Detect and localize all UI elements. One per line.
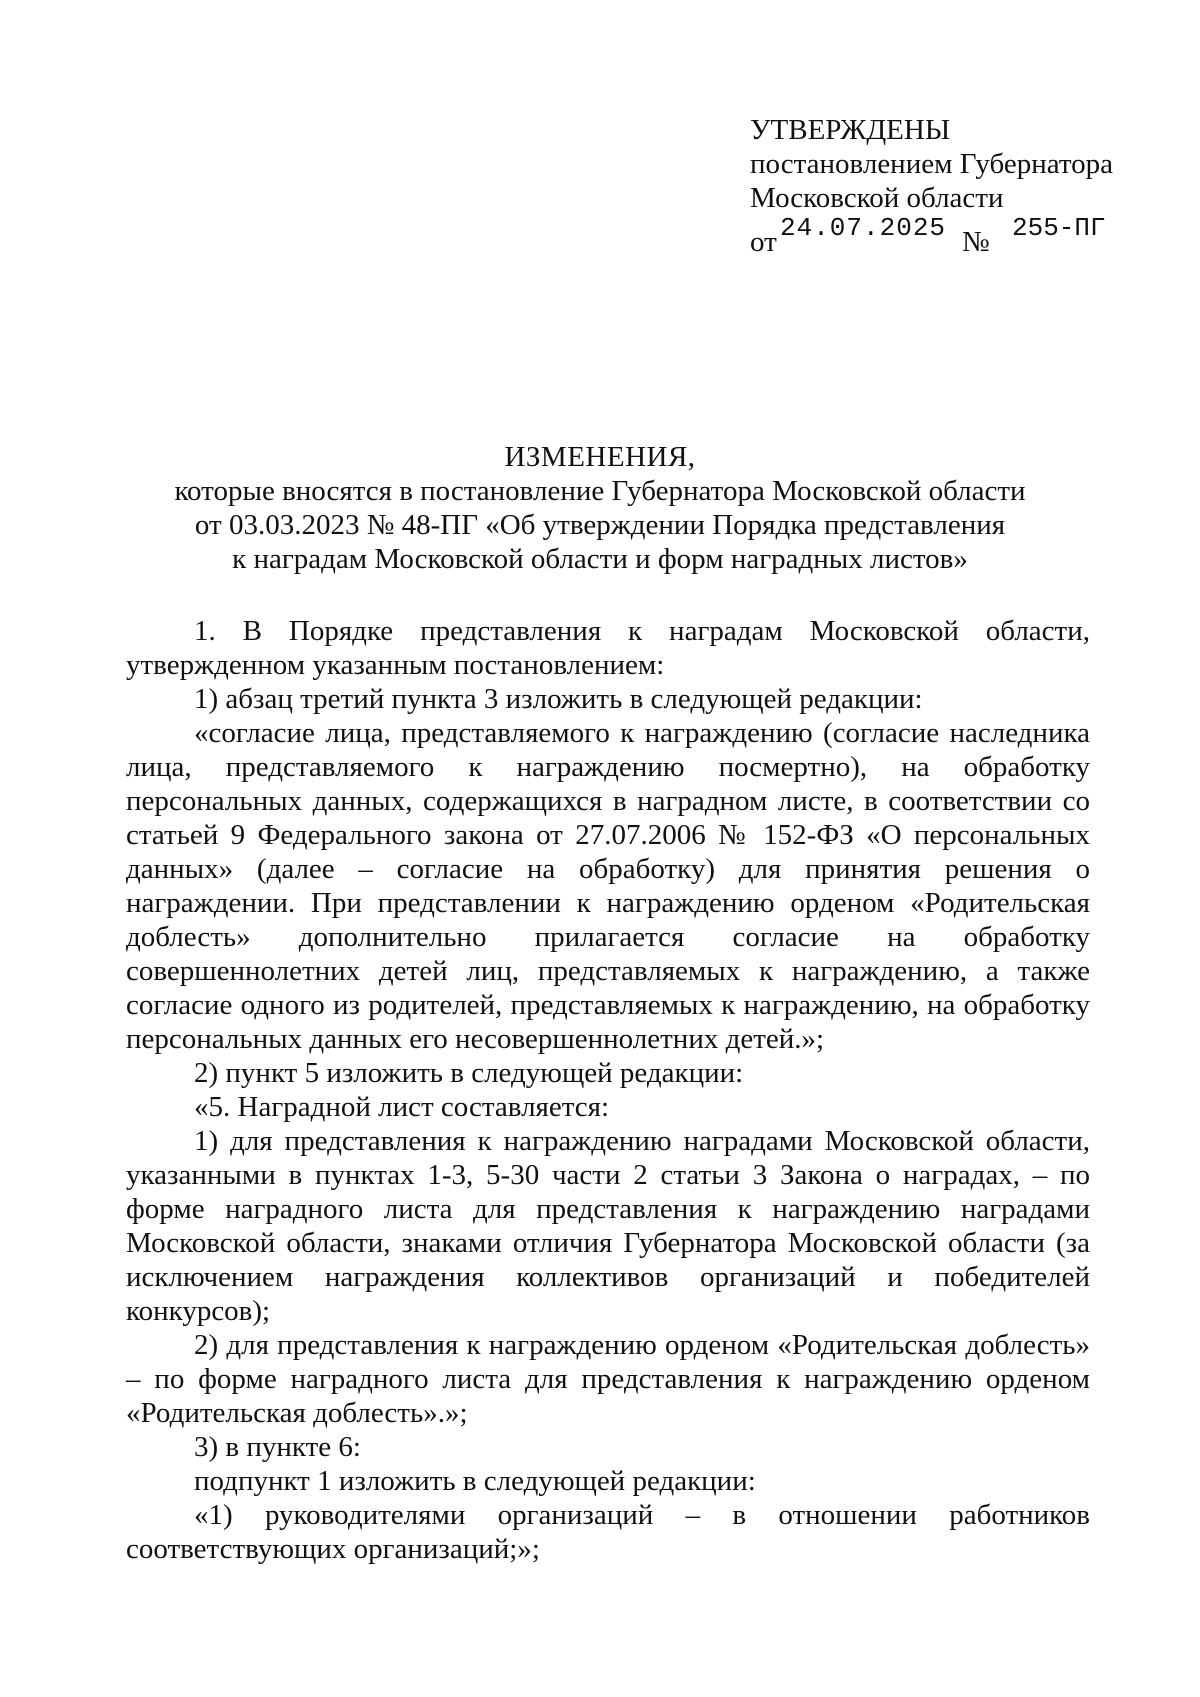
body-paragraph: «согласие лица, представляемого к награждению (согласие наследника лица, представляемого к награждению посмертно), на обработку персональных данных, содержащихся в наградном листе, в соответствии со статьей 9 Федерального закона от 27.07.2006 № 152-ФЗ «О персональных данных» (далее – согласие на обработку) для принятия решения о награждении. При представлении к награждению орденом «Родительская доблесть» дополнительно прилагается согласие на обработку совершеннолетних детей лиц, представляемых к награждению, а также согласие одного из родителей, представляемых к награждению, на обработку персональных данных его несовершеннолетних детей.»; <box>126 717 1090 1055</box>
document-body <box>126 614 1090 1566</box>
approval-stamp-block <box>750 113 1114 258</box>
body-paragraph: 1) для представления к награждению наградами Московской области, указанными в пунктах 1-3, 5-30 части 2 статьи 3 Закона о наградах, – по форме наградного листа для представления к награждению наградами Московской области, знаками отличия Губернатора Московской области (за исключением награждения коллективов организаций и победителей конкурсов); <box>126 1125 1090 1327</box>
body-paragraph: 3) в пункте 6: <box>194 1431 361 1463</box>
heading-line-1: которые вносятся в постановление Губернатора Московской области <box>174 475 1026 507</box>
approval-title: УТВЕРЖДЕНЫ <box>750 114 951 146</box>
document-heading <box>150 440 1050 576</box>
body-paragraph: «5. Наградной лист составляется: <box>194 1091 610 1123</box>
approval-authority: постановлением Губернатора <box>750 148 1114 180</box>
heading-line-3: к наградам Московской области и форм наградных листов» <box>232 543 968 575</box>
body-paragraph: 2) пункт 5 изложить в следующей редакции: <box>194 1057 744 1089</box>
date-prefix: от <box>750 226 777 258</box>
approval-date-line <box>750 213 1113 258</box>
approval-date: 24.07.2025 <box>780 213 947 243</box>
number-sign: № <box>962 226 990 258</box>
body-paragraph: «1) руководителями организаций – в отношении работников соответствующих организаций;»; <box>126 1499 1090 1565</box>
approval-number: 255-ПГ <box>1012 213 1106 243</box>
heading-line-2: от 03.03.2023 № 48-ПГ «Об утверждении Порядка представления <box>194 509 1006 541</box>
approval-region: Московской области <box>750 182 1004 214</box>
body-paragraph: 1. В Порядке представления к наградам Московской области, утвержденном указанным постановлением: <box>126 615 1090 681</box>
body-paragraph: 2) для представления к награждению орденом «Родительская доблесть» – по форме наградного листа для представления к награждению орденом «Родительская доблесть».»; <box>126 1329 1090 1429</box>
heading-title: ИЗМЕНЕНИЯ, <box>504 441 696 473</box>
body-paragraph: подпункт 1 изложить в следующей редакции: <box>194 1465 756 1497</box>
body-paragraph: 1) абзац третий пункта 3 изложить в следующей редакции: <box>194 683 923 715</box>
